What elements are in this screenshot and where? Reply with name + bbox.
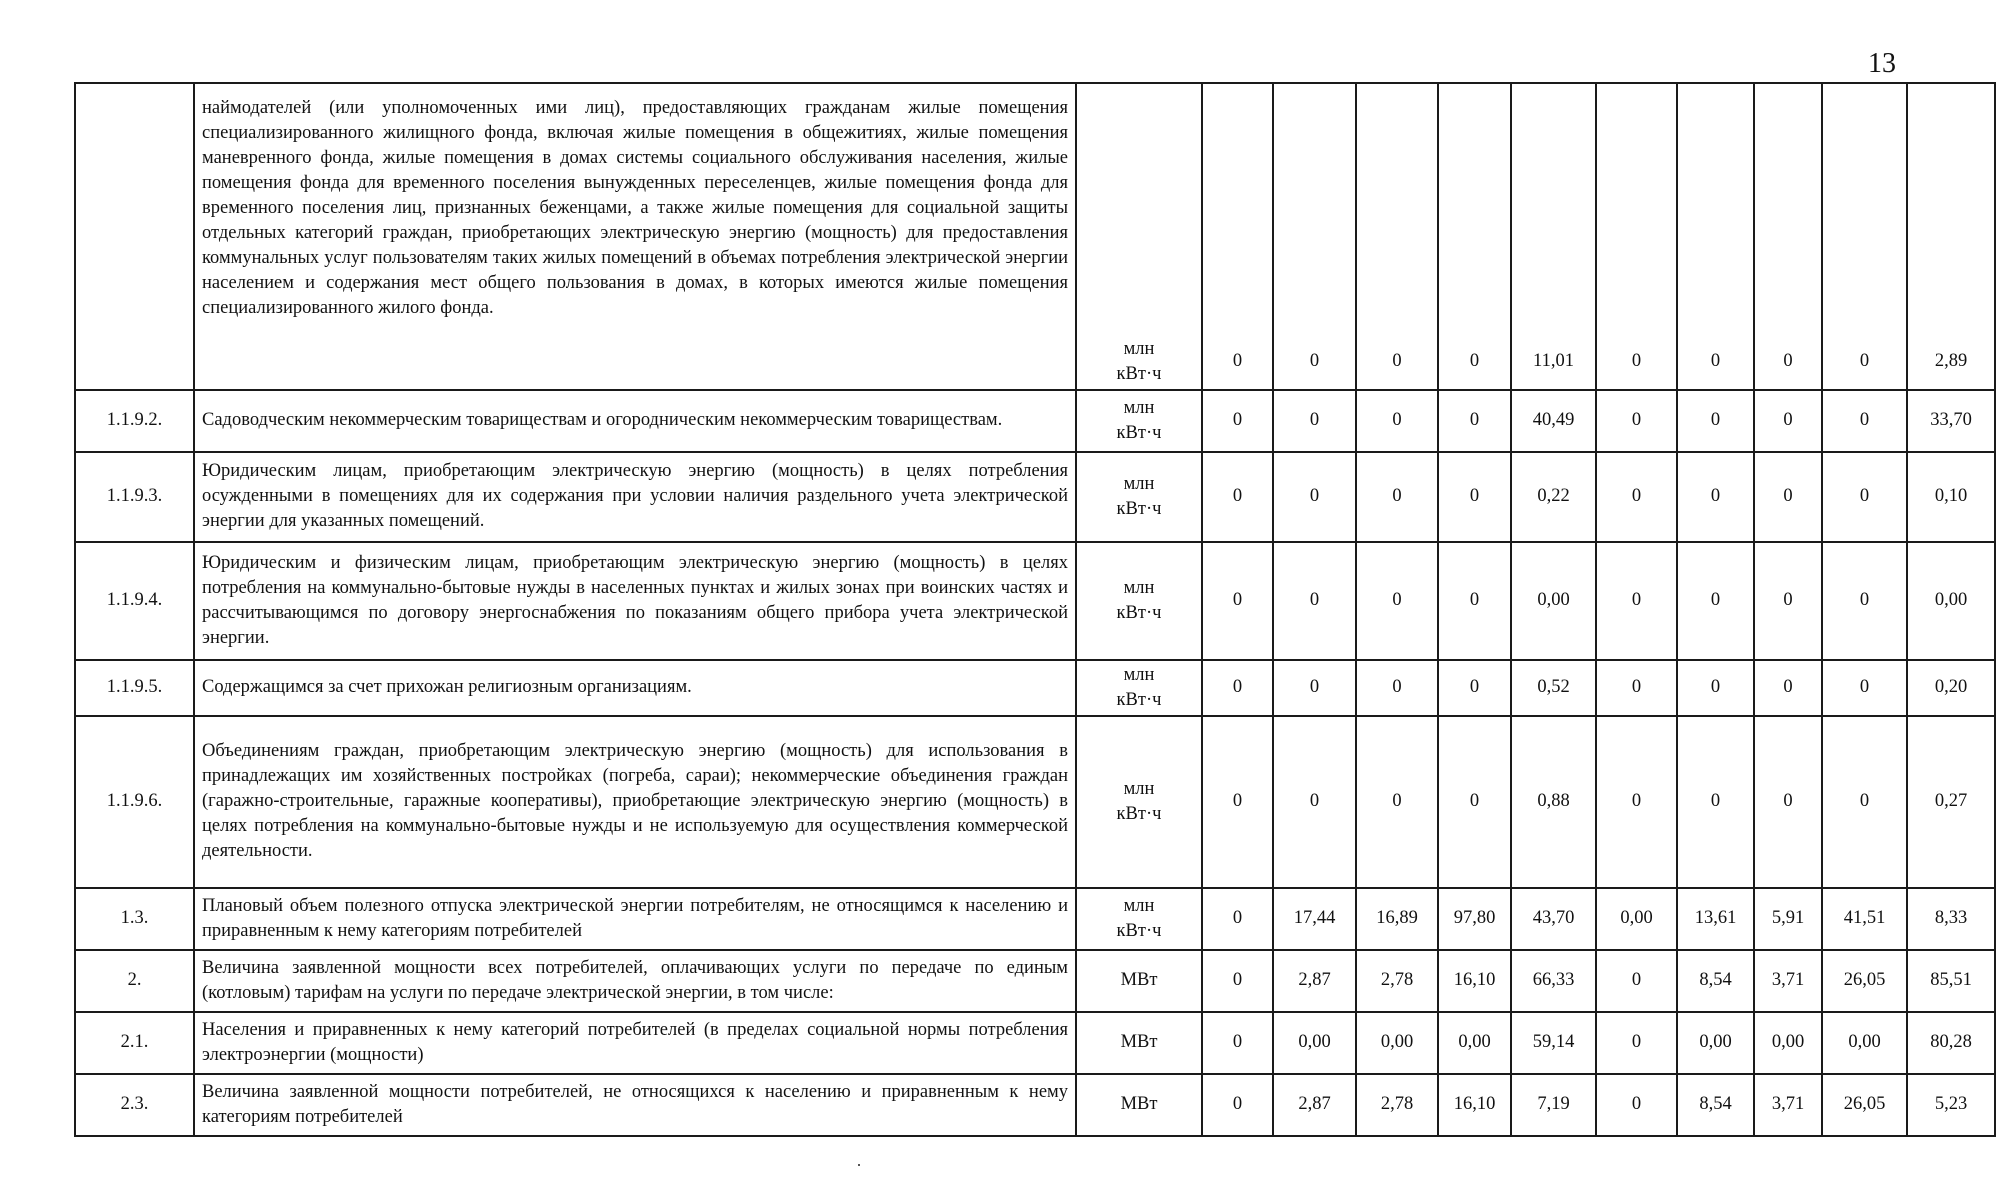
blank-cell: [1677, 83, 1754, 335]
blank-cell: [1076, 83, 1202, 335]
value-cell: 0,27: [1907, 716, 1995, 888]
value-cell: 0,00: [1511, 542, 1596, 660]
row-description: Юридическим лицам, приобретающим электрическую энергию (мощность) в целях потребления осужденными в помещениях для их содержания при условии наличия раздельного учета электрической энергии для указанных помещений.: [194, 452, 1076, 542]
row-unit: [1076, 335, 1202, 390]
value-cell: 0,00: [1596, 888, 1677, 950]
value-cell: 43,70: [1511, 888, 1596, 950]
value-cell: 0,52: [1511, 660, 1596, 716]
value-cell: 33,70: [1907, 390, 1995, 452]
value-cell: 0: [1356, 716, 1438, 888]
blank-cell: [1754, 83, 1822, 335]
value-cell: 59,14: [1511, 1012, 1596, 1074]
row-unit: [1076, 390, 1202, 452]
unit-line: МВт: [1120, 1032, 1158, 1053]
value-cell: 0: [1596, 335, 1677, 390]
unit-line: кВт·ч: [1116, 920, 1162, 941]
row-code: 1.3.: [75, 888, 194, 950]
value-cell: 8,33: [1907, 888, 1995, 950]
row-code: 2.1.: [75, 1012, 194, 1074]
unit-line: млн: [1123, 577, 1155, 598]
value-cell: 0: [1273, 716, 1356, 888]
value-cell: 0: [1273, 390, 1356, 452]
value-cell: 0: [1202, 950, 1273, 1012]
value-cell: 0: [1677, 390, 1754, 452]
value-cell: 0,22: [1511, 452, 1596, 542]
blank-cell: [1596, 83, 1677, 335]
table-row: [75, 452, 1995, 542]
value-cell: 0: [1202, 1074, 1273, 1136]
value-cell: 0: [1438, 390, 1511, 452]
value-cell: 2,89: [1907, 335, 1995, 390]
value-cell: 16,89: [1356, 888, 1438, 950]
row-code: 1.1.9.3.: [75, 452, 194, 542]
row-description: Объединениям граждан, приобретающим электрическую энергию (мощность) для использования в принадлежащих им хозяйственных постройках (погреба, сараи); некоммерческие объединения граждан (гаражно-строительные, гаражные кооперативы), приобретающие электрическую энергию (мощность) в целях потребления на коммунально-бытовые нужды и не используемую для осуществления коммерческой деятельности.: [194, 716, 1076, 888]
row-description: Населения и приравненных к нему категорий потребителей (в пределах социальной нормы потребления электроэнергии (мощности): [194, 1012, 1076, 1074]
table-row: [75, 888, 1995, 950]
unit-line: млн: [1123, 778, 1155, 799]
table-row: [75, 542, 1995, 660]
value-cell: 0: [1677, 335, 1754, 390]
value-cell: 0: [1754, 390, 1822, 452]
blank-cell: [1907, 83, 1995, 335]
value-cell: 8,54: [1677, 1074, 1754, 1136]
table-row: [75, 83, 1995, 335]
tariff-table: [74, 82, 1996, 1137]
value-cell: 80,28: [1907, 1012, 1995, 1074]
unit-line: млн: [1123, 397, 1155, 418]
value-cell: 8,54: [1677, 950, 1754, 1012]
row-unit: [1076, 660, 1202, 716]
value-cell: 0,88: [1511, 716, 1596, 888]
row-code: 2.: [75, 950, 194, 1012]
value-cell: 0: [1202, 660, 1273, 716]
value-cell: 2,78: [1356, 1074, 1438, 1136]
value-cell: 16,10: [1438, 1074, 1511, 1136]
unit-line: кВт·ч: [1116, 803, 1162, 824]
value-cell: 0: [1202, 390, 1273, 452]
value-cell: 0: [1596, 660, 1677, 716]
value-cell: 0: [1822, 452, 1907, 542]
row-description: Содержащимся за счет прихожан религиозным организациям.: [194, 660, 1076, 716]
value-cell: 0: [1822, 542, 1907, 660]
row-description: наймодателей (или уполномоченных ими лиц), предоставляющих гражданам жилые помещения специализированного жилищного фонда, включая жилые помещения в общежитиях, жилые помещения маневренного фонда, жилые помещения в домах системы социального обслуживания населения, жилые помещения фонда для временного поселения вынужденных переселенцев, жилые помещения фонда для временного поселения лиц, признанных беженцами, а также жилые помещения для социальной защиты отдельных категорий граждан, приобретающих электрическую энергию (мощность) для предоставления коммунальных услуг пользователям таких жилых помещений в объемах потребления электрической энергии населением и содержания мест общего пользования в домах, в которых имеются жилые помещения специализированного жилого фонда.: [194, 83, 1076, 390]
unit-line: кВт·ч: [1116, 498, 1162, 519]
row-description: Плановый объем полезного отпуска электрической энергии потребителям, не относящимся к населению и приравненным к нему категориям потребителей: [194, 888, 1076, 950]
blank-cell: [1438, 83, 1511, 335]
value-cell: 0: [1202, 1012, 1273, 1074]
value-cell: 0,00: [1754, 1012, 1822, 1074]
value-cell: 40,49: [1511, 390, 1596, 452]
value-cell: 0: [1822, 390, 1907, 452]
value-cell: 0: [1596, 1012, 1677, 1074]
row-description: Величина заявленной мощности всех потребителей, оплачивающих услуги по передаче по единым (котловым) тарифам на услуги по передаче электрической энергии, в том числе:: [194, 950, 1076, 1012]
value-cell: 2,87: [1273, 1074, 1356, 1136]
value-cell: 0: [1677, 452, 1754, 542]
value-cell: 0: [1356, 660, 1438, 716]
value-cell: 0: [1202, 888, 1273, 950]
value-cell: 0: [1438, 452, 1511, 542]
value-cell: 0: [1596, 716, 1677, 888]
value-cell: 0: [1273, 542, 1356, 660]
value-cell: 0: [1754, 452, 1822, 542]
value-cell: 0: [1822, 335, 1907, 390]
scan-speck: [858, 1164, 860, 1166]
row-code: 1.1.9.6.: [75, 716, 194, 888]
table-row: [75, 390, 1995, 452]
value-cell: 0: [1202, 716, 1273, 888]
row-code: 1.1.9.2.: [75, 390, 194, 452]
table-row: [75, 1012, 1995, 1074]
value-cell: 13,61: [1677, 888, 1754, 950]
unit-line: млн: [1123, 895, 1155, 916]
row-unit: [1076, 1074, 1202, 1136]
value-cell: 16,10: [1438, 950, 1511, 1012]
value-cell: 0: [1754, 716, 1822, 888]
value-cell: 5,23: [1907, 1074, 1995, 1136]
blank-cell: [1356, 83, 1438, 335]
value-cell: 97,80: [1438, 888, 1511, 950]
blank-cell: [1202, 83, 1273, 335]
value-cell: 0: [1438, 660, 1511, 716]
value-cell: 0,00: [1438, 1012, 1511, 1074]
value-cell: 11,01: [1511, 335, 1596, 390]
value-cell: 2,87: [1273, 950, 1356, 1012]
blank-cell: [1822, 83, 1907, 335]
value-cell: 26,05: [1822, 950, 1907, 1012]
value-cell: 0,20: [1907, 660, 1995, 716]
table-row: [75, 716, 1995, 888]
value-cell: 0: [1438, 716, 1511, 888]
value-cell: 0: [1822, 716, 1907, 888]
row-unit: [1076, 716, 1202, 888]
value-cell: 0: [1596, 390, 1677, 452]
unit-line: кВт·ч: [1116, 422, 1162, 443]
value-cell: 66,33: [1511, 950, 1596, 1012]
value-cell: 0: [1273, 335, 1356, 390]
value-cell: 0: [1677, 542, 1754, 660]
value-cell: 0: [1356, 390, 1438, 452]
value-cell: 0,00: [1273, 1012, 1356, 1074]
value-cell: 0: [1438, 335, 1511, 390]
unit-line: МВт: [1120, 970, 1158, 991]
value-cell: 0,00: [1907, 542, 1995, 660]
value-cell: 5,91: [1754, 888, 1822, 950]
value-cell: 0: [1273, 660, 1356, 716]
value-cell: 85,51: [1907, 950, 1995, 1012]
value-cell: 0: [1677, 660, 1754, 716]
table-row: [75, 1074, 1995, 1136]
row-code: 1.1.9.5.: [75, 660, 194, 716]
value-cell: 41,51: [1822, 888, 1907, 950]
value-cell: 0: [1202, 452, 1273, 542]
value-cell: 17,44: [1273, 888, 1356, 950]
row-code: [75, 83, 194, 390]
row-description: Садоводческим некоммерческим товариществам и огородническим некоммерческим товариществам.: [194, 390, 1076, 452]
value-cell: 0,00: [1677, 1012, 1754, 1074]
row-unit: [1076, 1012, 1202, 1074]
blank-cell: [1511, 83, 1596, 335]
value-cell: 0: [1356, 452, 1438, 542]
unit-line: млн: [1123, 339, 1155, 359]
unit-line: кВт·ч: [1116, 689, 1162, 710]
unit-line: кВт·ч: [1116, 602, 1162, 623]
value-cell: 0: [1596, 950, 1677, 1012]
blank-cell: [1273, 83, 1356, 335]
value-cell: 26,05: [1822, 1074, 1907, 1136]
value-cell: 0,00: [1356, 1012, 1438, 1074]
row-description: Юридическим и физическим лицам, приобретающим электрическую энергию (мощность) в целях потребления на коммунально-бытовые нужды в населенных пунктах и жилых зонах при воинских частях и рассчитывающимся по договору энергоснабжения по показаниям общего прибора учета электрической энергии.: [194, 542, 1076, 660]
row-unit: [1076, 452, 1202, 542]
value-cell: 0: [1677, 716, 1754, 888]
value-cell: 0: [1202, 542, 1273, 660]
value-cell: 7,19: [1511, 1074, 1596, 1136]
value-cell: 0: [1273, 452, 1356, 542]
value-cell: 0: [1356, 335, 1438, 390]
value-cell: 0: [1754, 542, 1822, 660]
unit-line: млн: [1123, 473, 1155, 494]
row-code: 2.3.: [75, 1074, 194, 1136]
table-row: [75, 950, 1995, 1012]
value-cell: 0: [1822, 660, 1907, 716]
value-cell: 0,10: [1907, 452, 1995, 542]
row-description: Величина заявленной мощности потребителей, не относящихся к населению и приравненным к нему категориям потребителей: [194, 1074, 1076, 1136]
value-cell: 0: [1438, 542, 1511, 660]
page-number: 13: [1868, 48, 1896, 79]
table-row: [75, 660, 1995, 716]
value-cell: 0: [1754, 660, 1822, 716]
value-cell: 3,71: [1754, 1074, 1822, 1136]
value-cell: 0: [1754, 335, 1822, 390]
row-unit: [1076, 542, 1202, 660]
value-cell: 0: [1202, 335, 1273, 390]
value-cell: 2,78: [1356, 950, 1438, 1012]
unit-line: МВт: [1120, 1094, 1158, 1115]
unit-line: кВт·ч: [1116, 363, 1162, 384]
value-cell: 3,71: [1754, 950, 1822, 1012]
value-cell: 0: [1596, 542, 1677, 660]
value-cell: 0: [1596, 452, 1677, 542]
row-code: 1.1.9.4.: [75, 542, 194, 660]
row-unit: [1076, 888, 1202, 950]
unit-line: млн: [1123, 664, 1155, 685]
value-cell: 0: [1596, 1074, 1677, 1136]
value-cell: 0: [1356, 542, 1438, 660]
value-cell: 0,00: [1822, 1012, 1907, 1074]
row-unit: [1076, 950, 1202, 1012]
